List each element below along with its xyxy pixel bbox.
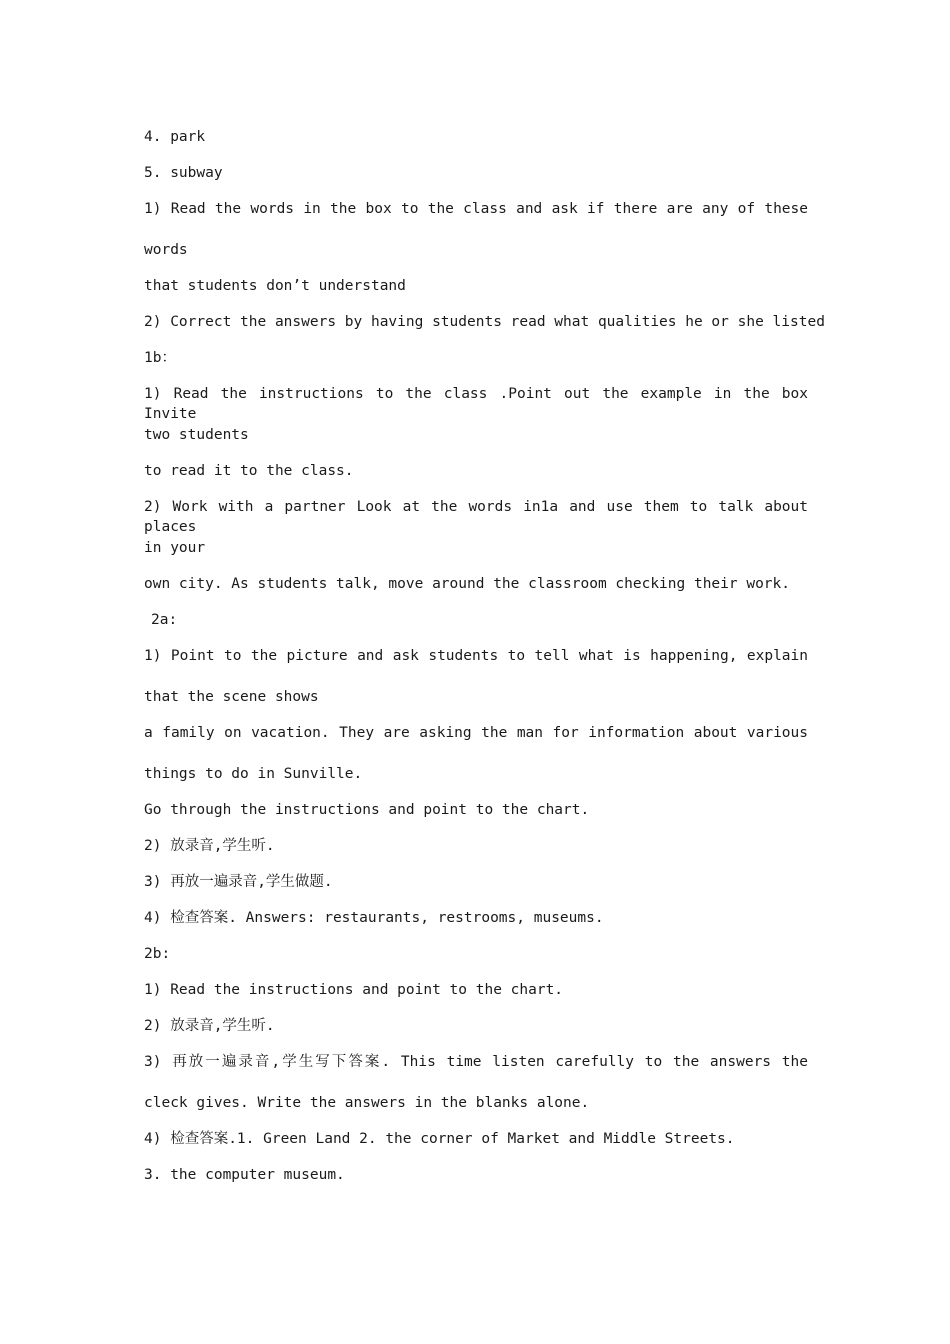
text-line: 1) Read the words in the box to the class and ask if there are any of these [144, 201, 808, 217]
section-heading: 2a: [151, 612, 178, 628]
text-line: 2) 放录音,学生听. [144, 1018, 275, 1034]
text-line: that the scene shows [144, 689, 319, 705]
text-line: to read it to the class. [144, 463, 354, 479]
text-line: own city. As students talk, move around the classroom checking their work. [144, 576, 791, 592]
text-line: 4. park [144, 129, 206, 145]
text-line: 5. subway [144, 165, 223, 181]
text-line: 1) Read the instructions to the class .Point out the example in the box Invite [144, 386, 808, 422]
text-line: 4) 检查答案. Answers: restaurants, restrooms, museums. [144, 910, 604, 926]
text-line: 1) Read the instructions and point to the chart. [144, 982, 564, 998]
text-line: 3) 再放一遍录音,学生做题. [144, 874, 333, 890]
text-line: a family on vacation. They are asking the man for information about various [144, 725, 808, 741]
text-line: 3. the computer museum. [144, 1167, 345, 1183]
text-line: 1) Point to the picture and ask students to tell what is happening, explain [144, 648, 808, 664]
text-line: things to do in Sunville. [144, 766, 363, 782]
text-line: in your [144, 540, 206, 556]
text-line: 3) 再放一遍录音,学生写下答案. This time listen carefully to the answers the [144, 1054, 808, 1070]
text-line: Go through the instructions and point to the chart. [144, 802, 590, 818]
text-line: 2) Correct the answers by having students read what qualities he or she listed [144, 314, 825, 330]
text-line: 4) 检查答案.1. Green Land 2. the corner of Market and Middle Streets. [144, 1131, 735, 1147]
text-line: that students don’t understand [144, 278, 406, 294]
text-line: 2) Work with a partner Look at the words in1a and use them to talk about places [144, 499, 808, 535]
section-heading: 2b: [144, 946, 171, 962]
text-line: two students [144, 427, 249, 443]
section-heading: 1b： [144, 350, 176, 366]
text-line: 2) 放录音,学生听. [144, 838, 275, 854]
text-line: words [144, 242, 188, 258]
text-line: cleck gives. Write the answers in the blanks alone. [144, 1095, 590, 1111]
